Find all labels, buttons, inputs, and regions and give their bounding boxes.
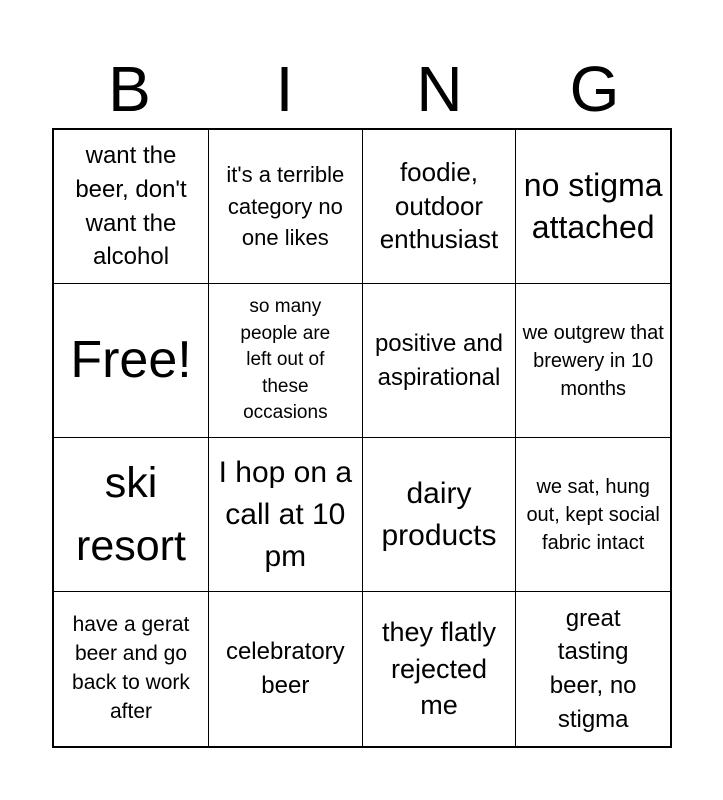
- header-letter-b: B: [108, 53, 151, 125]
- cell-text: want the beer, don't want the alcohol: [75, 142, 187, 271]
- bingo-cell-r2-c1[interactable]: [54, 284, 209, 438]
- bingo-cell-r4-c4[interactable]: [516, 592, 670, 746]
- cell-text: I hop on a call at 10 pm: [218, 455, 353, 573]
- bingo-board: [52, 128, 672, 748]
- bingo-cell-r1-c3[interactable]: [363, 130, 517, 284]
- cell-text: no stigma attached: [523, 166, 663, 245]
- cell-text: so many people are left out of these occasions: [240, 296, 331, 424]
- cell-text: have a gerat beer and go back to work after: [72, 613, 190, 723]
- bingo-cell-r3-c2[interactable]: [209, 438, 363, 592]
- bingo-cell-r4-c2[interactable]: [209, 592, 363, 746]
- bingo-cell-r1-c4[interactable]: [516, 130, 670, 284]
- cell-text: ski resort: [76, 459, 186, 570]
- bingo-cell-r1-c1[interactable]: [54, 130, 209, 284]
- bingo-cell-r2-c3[interactable]: [363, 284, 517, 438]
- cell-text: they flatly rejected me: [381, 617, 497, 721]
- cell-text: dairy products: [381, 476, 497, 552]
- cell-text: Free!: [70, 330, 192, 389]
- cell-text: it's a terrible category no one likes: [226, 161, 345, 251]
- header-letter-g: G: [569, 53, 620, 125]
- header-letter-i: I: [275, 53, 294, 125]
- cell-text: we outgrew that brewery in 10 months: [522, 321, 664, 400]
- cell-text: great tasting beer, no stigma: [549, 604, 637, 733]
- bingo-cell-r2-c4[interactable]: [516, 284, 670, 438]
- cell-text: foodie, outdoor enthusiast: [379, 156, 499, 255]
- bingo-cell-r1-c2[interactable]: [209, 130, 363, 284]
- cell-text: positive and aspirational: [374, 329, 504, 391]
- cell-text: celebratory beer: [225, 638, 345, 699]
- cell-text: we sat, hung out, kept social fabric intact: [526, 475, 660, 554]
- bingo-cell-r4-c1[interactable]: [54, 592, 209, 746]
- bingo-cell-r2-c2[interactable]: [209, 284, 363, 438]
- bingo-cell-r3-c4[interactable]: [516, 438, 670, 592]
- header-letter-n: N: [416, 53, 463, 125]
- bingo-cell-r3-c3[interactable]: [363, 438, 517, 592]
- bingo-header: [52, 50, 672, 128]
- bingo-cell-r3-c1[interactable]: [54, 438, 209, 592]
- bingo-cell-r4-c3[interactable]: [363, 592, 517, 746]
